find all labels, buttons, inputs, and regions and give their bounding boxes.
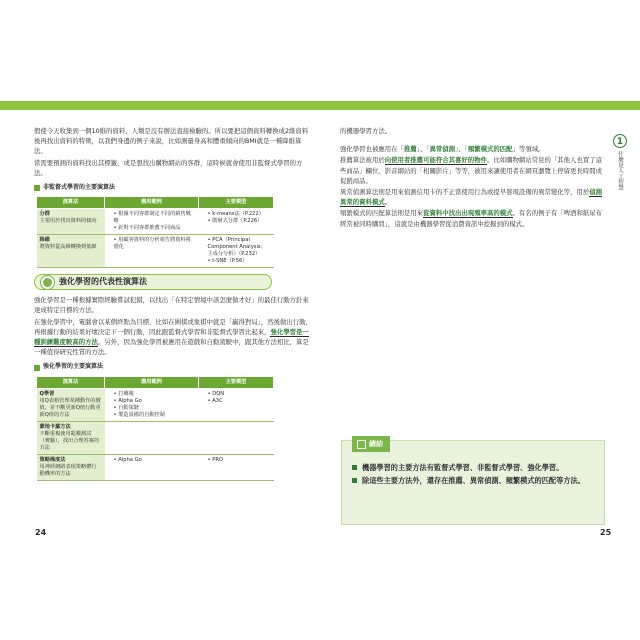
algo-name: 降維 — [39, 237, 50, 244]
example-item: • Alpha Go — [114, 457, 196, 464]
left-para-4: 在強化學習中，電腦會以某個終點為目標，比如在圍棋或象棋中就是「贏得對局」，然後做出行動，再根據行動的結果好壞決定下一個行動，因此跟監督式學習和非監督式學習比起來，強化學習是一種訓練難度較高的方法。另外，因為強化學習被應用在遊戲和自動駕駛中，跟其他方法相比，算是一種值得研究性質的方法。 — [34, 317, 312, 357]
algo-desc: 將資料從高維轉換到低維 — [39, 244, 97, 251]
summary-icon — [357, 440, 366, 449]
page-number-right: 25 — [600, 528, 612, 537]
table1-header: 應用範例 — [105, 197, 199, 209]
left-para-1: 假使今天收集到一個10維的資料，人類是沒有辦法直接檢驗的。所以要把這個資料轉換成2維資料後再找出資料的特徵，以我們身邊的例子來說，比如測量身高和體重傾向的BMI就是一種降維算法。 — [34, 127, 309, 156]
algo-name: Q學習 — [39, 390, 55, 397]
model-item: • PRO — [208, 457, 271, 464]
right-para-5: 頻繁模式的匹配算法則是用來從資料中找出出現頻率高的模式。有名的例子有「啤酒和紙尿布經常被同時購買」，這就是由機器學習從消費資訊中挖掘到的模式。 — [340, 209, 603, 228]
top-green-band — [0, 101, 640, 110]
algo-name: 蒙地卡羅方法 — [39, 423, 71, 430]
highlight-text: 異常偵測 — [429, 145, 456, 154]
table-row — [37, 454, 274, 480]
table-row — [37, 209, 274, 235]
highlight-text: 推薦 — [403, 145, 417, 154]
chapter-label: 什麼是人工智慧 — [617, 151, 623, 191]
example-item: • 針對不同客群推薦不同商品 — [114, 225, 196, 232]
summary-bullet-icon — [352, 465, 357, 470]
model-item: • PCA（Principal Component Analysis：主成分分析）（P.232） — [208, 237, 271, 258]
summary-tag: 總結 — [352, 436, 390, 452]
model-item: • A3C — [208, 398, 271, 405]
caption-square-icon — [34, 365, 40, 371]
example-item: • 製造設備的自動控制 — [114, 412, 196, 419]
algo-name: 策略梯度法 — [39, 456, 66, 463]
table-row — [37, 421, 274, 454]
right-para-2: 強化學習也被應用在「推薦」、「異常偵測」、「頻繁模式的匹配」等領域。 — [340, 145, 545, 154]
model-item: • 階層式分群（P.226） — [208, 218, 271, 225]
table2-header: 演算法 — [37, 376, 105, 388]
table-row — [37, 388, 274, 421]
table2-header: 主要模型 — [199, 376, 274, 388]
highlight-text: 強化學習是一種訓練難度較高的方法 — [34, 327, 309, 347]
caption-square-icon — [34, 185, 40, 191]
summary-box — [341, 440, 605, 525]
model-item: • DQN — [208, 391, 271, 398]
page-number-left: 24 — [35, 528, 47, 537]
algo-desc: 用神經網路表現策略體行動機率的方法 — [39, 463, 97, 477]
example-item: • 根據不同客群制定不同的銷售戰略 — [114, 211, 196, 225]
right-para-1: 的機器學習方法。 — [340, 127, 392, 135]
table2-header: 應用範例 — [105, 376, 199, 388]
table2-caption: 強化學習的主要演算法 — [34, 362, 312, 372]
highlight-text: 從資料中找出出現頻率高的模式 — [423, 209, 513, 218]
unsupervised-algorithms-table — [36, 196, 274, 268]
summary-item: 機器學習的主要方法有監督式學習、非監督式學習、強化學習。 — [352, 462, 598, 473]
summary-item: 除這些主要方法外，還存在推薦、異常偵測、頻繁模式的匹配等方法。 — [352, 475, 598, 486]
right-page — [340, 126, 604, 230]
section-bullet-icon — [41, 276, 54, 289]
left-para-3: 強化學習是一種根據實際經驗嘗試犯錯，以找出「在特定情境中該怎麼做才好」的最佳行動方針來達成特定目標的方法。 — [34, 296, 309, 315]
right-para-4: 異常偵測算法則是用來偵測信用卡的不正當使用行為或提早發現設備的異常變化等，用於偵測異常的資料模式。 — [340, 188, 603, 207]
reinforcement-algorithms-table — [36, 376, 274, 481]
section-heading: 強化學習的代表性演算法 — [34, 274, 272, 290]
algo-desc: 用Q表格管理某種動作的價值，並不斷更新Q值行動更新Q值的方法 — [39, 397, 101, 418]
highlight-text: 偵測異常的資料模式 — [340, 188, 603, 207]
algo-name: 分群 — [39, 211, 50, 218]
example-item: • 自動駕駛 — [114, 405, 196, 412]
example-item: • 用顧客資料的分析報告將資料視覺化 — [114, 237, 196, 251]
example-item: • Alpha Go — [114, 398, 196, 405]
summary-bullet-icon — [352, 478, 357, 483]
example-item: • 打磚塊 — [114, 391, 196, 398]
table-row — [37, 235, 274, 268]
table1-caption: 非監督式學習的主要演算法 — [34, 183, 312, 193]
model-item: • t-SNE（P.56） — [208, 258, 271, 265]
summary-list — [352, 462, 598, 488]
algo-desc: 主要用於找出資料的傾向 — [39, 218, 97, 225]
left-para-2: 當需要預測的資料找出其標籤，或是想找出購物網站的客群，這時候就會使用非監督式學習的方法。 — [34, 158, 303, 177]
left-page — [34, 126, 312, 481]
chapter-number: 1 — [613, 134, 627, 148]
chapter-tab — [613, 134, 627, 190]
model-item: • k-means法（P.222） — [208, 211, 271, 218]
highlight-text: 向使用者推薦可能符合其喜好的物件 — [384, 156, 487, 165]
highlight-text: 頻繁模式的匹配 — [467, 145, 513, 154]
table1-header: 演算法 — [37, 197, 105, 209]
algo-desc: 不斷重複使用亂數測試（實驗），找出合理答案的方法 — [39, 430, 100, 451]
right-para-3: 推薦算法被用於向使用者推薦可能符合其喜好的物件。比如購物網站常見的「其他人也買了這些商品」欄位、影音網站的「相關影片」等等，被用來讓使用者在網頁瀏覽上停留更長時間或促銷商品。 — [340, 156, 603, 185]
table1-header: 主要模型 — [199, 197, 274, 209]
